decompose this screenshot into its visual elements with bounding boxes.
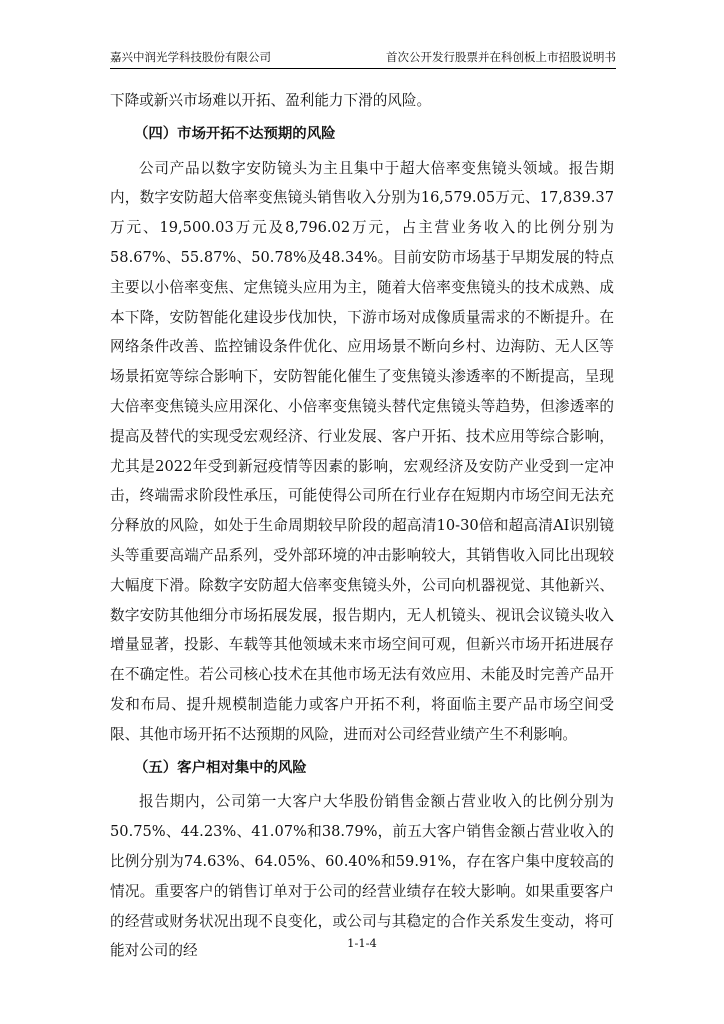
page-number: 1-1-4 [347, 936, 377, 950]
page-header [110, 48, 616, 69]
section-heading-customer-risk: （五）客户相对集中的风险 [134, 759, 307, 776]
section-heading-market-risk: （四）市场开拓不达预期的风险 [134, 125, 336, 142]
document-body [110, 86, 614, 966]
header-company-name: 嘉兴中润光学科技股份有限公司 [110, 50, 271, 64]
market-risk-paragraph: 公司产品以数字安防镜头为主且集中于超大倍率变焦镜头领域。报告期内，数字安防超大倍率变焦镜头销售收入分别为16,579.05万元、17,839.37万元、19,500.03万元及8,796.02万元，占主营业务收入的比例分别为58.67%、55.87%、50.78%及48.34%。目前安防市场基于早期发展的特点主要以小倍率变焦、定焦镜头应用为主，随着大倍率变焦镜头的技术成熟、成本下降，安防智能化建设步伐加快，下游市场对成像质量需求的不断提升。在网络条件改善、监控铺设条件优化、应用场景不断向乡村、边海防、无人区等场景拓宽等综合影响下，安防智能化催生了变焦镜头渗透率的不断提高，呈现大倍率变焦镜头应用深化、小倍率变焦镜头替代定焦镜头等趋势，但渗透率的提高及替代的实现受宏观经济、行业发展、客户开拓、技术应用等综合影响，尤其是2022年受到新冠疫情等因素的影响，宏观经济及安防产业受到一定冲击，终端需求阶段性承压，可能使得公司所在行业存在短期内市场空间无法充分释放的风险，如处于生命周期较早阶段的超高清10-30倍和超高清AI识别镜头等重要高端产品系列，受外部环境的冲击影响较大，其销售收入同比出现较大幅度下滑。除数字安防超大倍率变焦镜头外，公司向机器视觉、其他新兴、数字安防其他细分市场拓展发展，报告期内，无人机镜头、视讯会议镜头收入增量显著，投影、车载等其他领域未来市场空间可观，但新兴市场开拓进展存在不确定性。若公司核心技术在其他市场无法有效应用、未能及时完善产品开发和布局、提升规模制造能力或客户开拓不利，将面临主要产品市场空间受限、其他市场开拓不达预期的风险，进而对公司经营业绩产生不利影响。 [110, 159, 614, 743]
continuation-paragraph: 下降或新兴市场难以开拓、盈利能力下滑的风险。 [110, 92, 432, 109]
customer-risk-paragraph: 报告期内，公司第一大客户大华股份销售金额占营业收入的比例分别为50.75%、44.23%、41.07%和38.79%，前五大客户销售金额占营业收入的比例分别为74.63%、64.05%、60.40%和59.91%，存在客户集中度较高的情况。重要客户的销售订单对于公司的经营业绩存在较大影响。如果重要客户的经营或财务状况出现不良变化，或公司与其稳定的合作关系发生变动，将可能对公司的经 [110, 793, 614, 960]
header-document-title: 首次公开发行股票并在科创板上市招股说明书 [386, 50, 616, 64]
